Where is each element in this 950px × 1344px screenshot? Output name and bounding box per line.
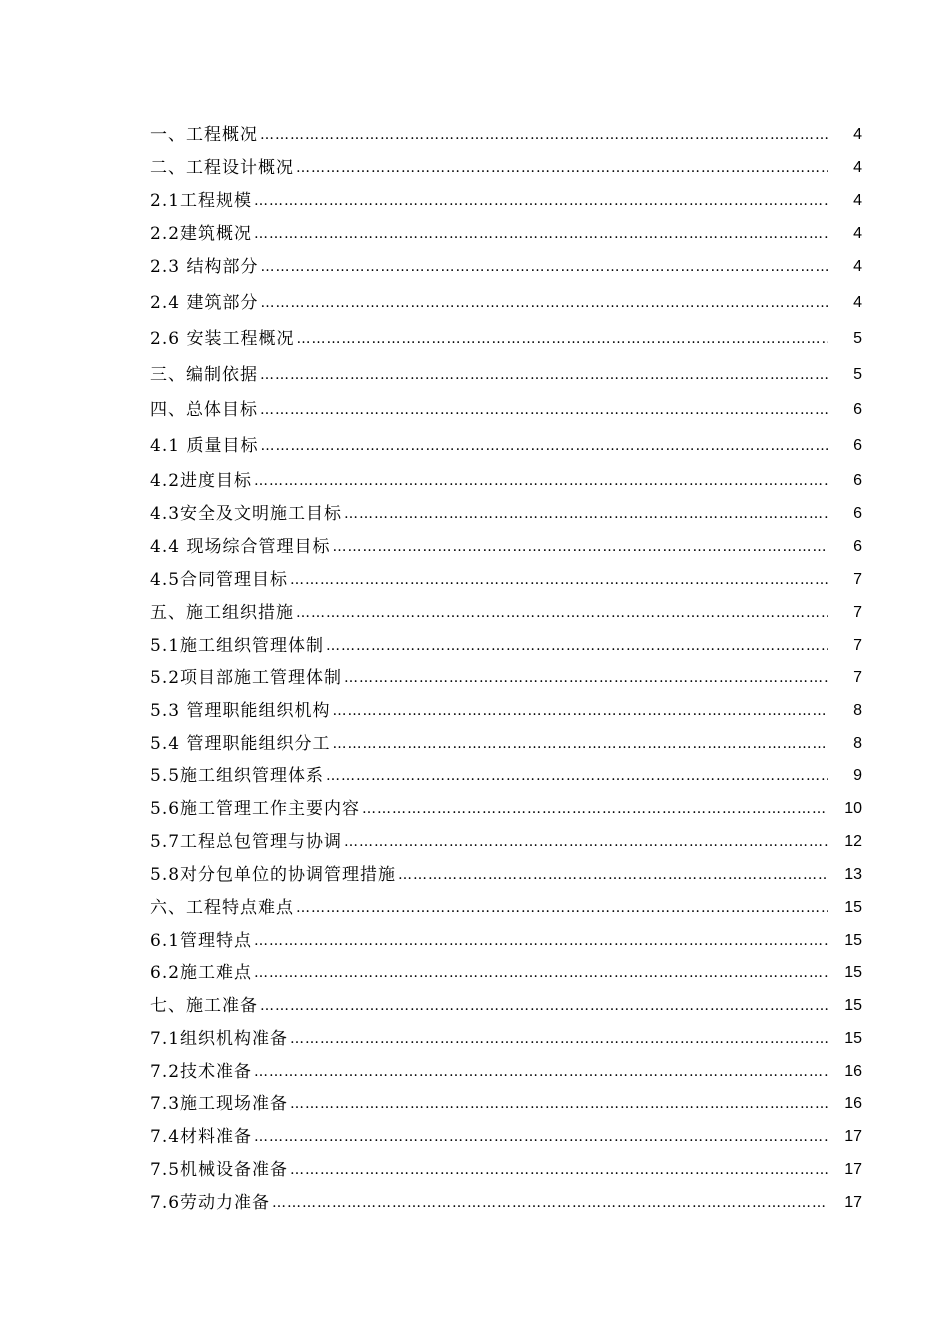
- toc-entry-title: 2.3 结构部分: [150, 257, 259, 277]
- toc-entry-title: 7.5机械设备准备: [150, 1160, 289, 1180]
- toc-dot-leader: [326, 761, 828, 791]
- toc-entry-title: 一、工程概况: [150, 125, 258, 145]
- toc-entry[interactable]: [150, 893, 862, 923]
- toc-entry-title: 5.8对分包单位的协调管理措施: [150, 865, 397, 885]
- toc-entry-title: 4.5合同管理目标: [150, 570, 289, 590]
- toc-dot-leader: [290, 565, 828, 595]
- toc-entry[interactable]: [150, 219, 862, 249]
- toc-entry-title: 2.2建筑概况: [150, 224, 253, 244]
- toc-dot-leader: [296, 324, 828, 354]
- toc-entry-title: 5.1施工组织管理体制: [150, 636, 325, 656]
- toc-dot-leader: [290, 1089, 828, 1119]
- toc-entry-title: 7.2技术准备: [150, 1062, 253, 1082]
- toc-entry-page-number: 17: [844, 1128, 862, 1145]
- toc-entry-page-number: 4: [853, 258, 862, 275]
- toc-entry-title: 四、总体目标: [150, 400, 258, 420]
- toc-entry-title: 5.2项目部施工管理体制: [150, 668, 343, 688]
- toc-dot-leader: [260, 431, 828, 461]
- toc-entry-title: 7.6劳动力准备: [150, 1193, 271, 1213]
- toc-dot-leader: [344, 663, 828, 693]
- toc-entry-title: 5.6施工管理工作主要内容: [150, 799, 361, 819]
- toc-entry-page-number: 15: [844, 899, 862, 916]
- toc-entry-title: 4.2进度目标: [150, 471, 253, 491]
- toc-entry[interactable]: [150, 153, 862, 183]
- toc-entry-title: 2.6 安装工程概况: [150, 329, 295, 349]
- toc-entry-page-number: 12: [844, 833, 862, 850]
- toc-entry-page-number: 4: [853, 126, 862, 143]
- toc-entry[interactable]: [150, 958, 862, 988]
- toc-entry-title: 4.1 质量目标: [150, 436, 259, 456]
- toc-dot-leader: [260, 991, 828, 1021]
- toc-entry-page-number: 4: [853, 159, 862, 176]
- toc-entry-page-number: 7: [853, 571, 862, 588]
- toc-entry[interactable]: [150, 288, 862, 318]
- toc-dot-leader: [254, 219, 828, 249]
- toc-entry-title: 2.1工程规模: [150, 191, 253, 211]
- toc-entry-page-number: 15: [844, 964, 862, 981]
- toc-entry-title: 七、施工准备: [150, 996, 258, 1016]
- toc-entry-page-number: 17: [844, 1194, 862, 1211]
- toc-entry-page-number: 6: [853, 505, 862, 522]
- toc-entry-page-number: 16: [844, 1095, 862, 1112]
- toc-entry[interactable]: [150, 395, 862, 425]
- toc-entry[interactable]: [150, 1089, 862, 1119]
- toc-entry-title: 2.4 建筑部分: [150, 293, 259, 313]
- toc-dot-leader: [260, 120, 828, 150]
- toc-dot-leader: [344, 827, 828, 857]
- toc-entry-page-number: 17: [844, 1161, 862, 1178]
- toc-entry[interactable]: [150, 1155, 862, 1185]
- toc-entry[interactable]: [150, 860, 862, 890]
- toc-dot-leader: [254, 1057, 828, 1087]
- toc-entry[interactable]: [150, 324, 862, 354]
- toc-entry[interactable]: [150, 532, 862, 562]
- toc-entry-page-number: 7: [853, 604, 862, 621]
- toc-dot-leader: [260, 395, 828, 425]
- toc-dot-leader: [398, 860, 828, 890]
- toc-entry[interactable]: [150, 186, 862, 216]
- toc-dot-leader: [272, 1188, 828, 1218]
- toc-dot-leader: [332, 729, 828, 759]
- toc-entry[interactable]: [150, 991, 862, 1021]
- toc-entry-title: 二、工程设计概况: [150, 158, 294, 178]
- toc-entry-page-number: 4: [853, 294, 862, 311]
- toc-entry-page-number: 6: [853, 472, 862, 489]
- toc-dot-leader: [254, 466, 828, 496]
- toc-entry-title: 7.3施工现场准备: [150, 1094, 289, 1114]
- toc-entry-page-number: 13: [844, 866, 862, 883]
- toc-entry[interactable]: [150, 794, 862, 824]
- toc-dot-leader: [254, 186, 828, 216]
- toc-entry-title: 五、施工组织措施: [150, 603, 294, 623]
- toc-entry[interactable]: [150, 252, 862, 282]
- toc-entry[interactable]: [150, 565, 862, 595]
- toc-dot-leader: [254, 958, 828, 988]
- toc-entry-page-number: 15: [844, 997, 862, 1014]
- toc-entry-title: 7.1组织机构准备: [150, 1029, 289, 1049]
- toc-entry-title: 6.2施工难点: [150, 963, 253, 983]
- toc-dot-leader: [260, 252, 828, 282]
- toc-dot-leader: [254, 926, 828, 956]
- toc-entry-page-number: 7: [853, 637, 862, 654]
- toc-entry[interactable]: [150, 761, 862, 791]
- toc-entry[interactable]: [150, 696, 862, 726]
- toc-dot-leader: [344, 499, 828, 529]
- toc-entry-title: 7.4材料准备: [150, 1127, 253, 1147]
- toc-entry-title: 5.7工程总包管理与协调: [150, 832, 343, 852]
- toc-dot-leader: [332, 532, 828, 562]
- toc-entry-page-number: 6: [853, 401, 862, 418]
- toc-entry-page-number: 6: [853, 538, 862, 555]
- toc-entry-title: 4.4 现场综合管理目标: [150, 537, 331, 557]
- toc-dot-leader: [362, 794, 828, 824]
- toc-entry-page-number: 16: [844, 1063, 862, 1080]
- toc-entry-page-number: 7: [853, 669, 862, 686]
- toc-entry[interactable]: [150, 466, 862, 496]
- toc-dot-leader: [326, 631, 828, 661]
- toc-entry[interactable]: [150, 120, 862, 150]
- toc-dot-leader: [260, 360, 828, 390]
- toc-entry[interactable]: [150, 729, 862, 759]
- toc-entry-page-number: 8: [853, 702, 862, 719]
- toc-dot-leader: [290, 1024, 828, 1054]
- toc-entry-page-number: 5: [853, 366, 862, 383]
- toc-entry-page-number: 5: [853, 330, 862, 347]
- toc-entry-page-number: 8: [853, 735, 862, 752]
- toc-entry-page-number: 15: [844, 932, 862, 949]
- toc-entry[interactable]: [150, 926, 862, 956]
- toc-dot-leader: [296, 153, 828, 183]
- toc-entry-title: 5.5施工组织管理体系: [150, 766, 325, 786]
- toc-dot-leader: [254, 1122, 828, 1152]
- toc-dot-leader: [290, 1155, 828, 1185]
- toc-entry-title: 三、编制依据: [150, 365, 258, 385]
- toc-entry-page-number: 4: [853, 225, 862, 242]
- toc-entry-title: 5.3 管理职能组织机构: [150, 701, 331, 721]
- toc-entry[interactable]: [150, 1188, 862, 1218]
- toc-entry[interactable]: [150, 827, 862, 857]
- toc-entry[interactable]: [150, 1024, 862, 1054]
- toc-dot-leader: [332, 696, 828, 726]
- toc-dot-leader: [296, 598, 828, 628]
- toc-dot-leader: [260, 288, 828, 318]
- toc-entry[interactable]: [150, 1122, 862, 1152]
- toc-entry[interactable]: [150, 431, 862, 461]
- toc-entry-page-number: 4: [853, 192, 862, 209]
- toc-entry-title: 5.4 管理职能组织分工: [150, 734, 331, 754]
- toc-entry-title: 4.3安全及文明施工目标: [150, 504, 343, 524]
- toc-entry-page-number: 6: [853, 437, 862, 454]
- toc-entry-title: 六、工程特点难点: [150, 898, 294, 918]
- toc-entry-page-number: 9: [853, 767, 862, 784]
- toc-dot-leader: [296, 893, 828, 923]
- toc-entry-title: 6.1管理特点: [150, 931, 253, 951]
- toc-entry[interactable]: [150, 360, 862, 390]
- toc-entry[interactable]: [150, 598, 862, 628]
- toc-entry-page-number: 10: [844, 800, 862, 817]
- toc-entry[interactable]: [150, 663, 862, 693]
- toc-entry[interactable]: [150, 1057, 862, 1087]
- toc-entry-page-number: 15: [844, 1030, 862, 1047]
- toc-entry[interactable]: [150, 631, 862, 661]
- toc-entry[interactable]: [150, 499, 862, 529]
